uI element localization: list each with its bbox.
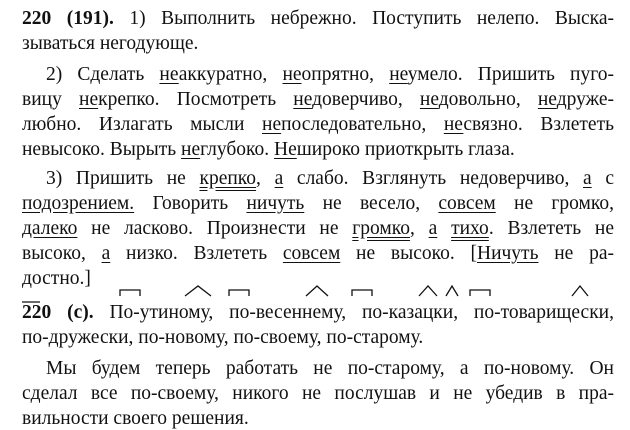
ex220c-line-3 (22, 358, 614, 380)
ex220-line-2 (22, 33, 198, 55)
ex220-line-1 (22, 8, 614, 30)
ex220-p3-line-3 (22, 218, 614, 240)
prefix-ne: не (389, 64, 408, 85)
underlined-word: крепко (199, 168, 257, 189)
prefix-ne: не (293, 89, 313, 110)
ex220-p2-text: опрятно, (301, 64, 390, 85)
suffix-mark (185, 286, 211, 296)
ex220-p2-text: связно. Взлететь (463, 114, 614, 135)
underlined-word: а (101, 243, 111, 264)
ex220-p3-text: не громко, (495, 193, 614, 214)
ex220-p2-text: вицу (22, 89, 80, 110)
ex220-p3-text: низко. Взлететь (110, 243, 283, 264)
ex220-p3-text: , (410, 218, 429, 239)
underlined-word: а (583, 168, 592, 189)
prefix-ne: не (159, 64, 179, 85)
ex220-p2-text: доверчиво, (312, 89, 420, 110)
ex220c-text-1: По-утиному, по-весеннему, по-казацки, по-товарищески, (93, 302, 614, 323)
ex220-p2-line-3 (22, 114, 614, 136)
ex220-p3-text: достно.] (22, 268, 91, 289)
suffix-mark (419, 286, 437, 296)
ex220c-text-5: вильности своего решения. (22, 408, 249, 429)
underlined-word: совсем (282, 243, 341, 264)
ex220-p3-text: с (591, 168, 614, 189)
prefix-ne: не (79, 89, 99, 110)
prefix-ne: не (282, 64, 302, 85)
underlined-word: совсем (438, 193, 496, 214)
underlined-word: громко (352, 218, 410, 239)
ex220-p3-text: высоко, (22, 243, 102, 264)
ex220-p2-text: умело. Пришить пуго- (407, 64, 614, 85)
prefix-ne: не (181, 139, 201, 160)
ex220c-line-2 (22, 327, 423, 349)
ex220-p3-text: не весело, (304, 193, 439, 214)
ex220-p2-text: широко приоткрыть глаза. (296, 139, 515, 160)
ex220c-text-2: по-дружески, по-новому, по-своему, по-старому. (22, 327, 424, 348)
ex220-p3-text: не ра- (538, 243, 614, 264)
ex220-p3-text: , (256, 168, 275, 189)
ex220-p2-text: друже- (556, 89, 614, 110)
prefix-ne: не (419, 89, 439, 110)
ex220-p2-text: довольно, (438, 89, 538, 110)
underlined-word: Ничуть (476, 243, 539, 264)
ex220-p2-line-4 (22, 139, 515, 161)
underlined-word: а (428, 218, 438, 239)
prefix-ne: не (262, 114, 282, 135)
ex220c-line-1 (22, 302, 614, 324)
ex220-p2-text: аккуратно, (178, 64, 283, 85)
prefix-mark (229, 290, 249, 296)
ex220-p2-text: глубоко. (200, 139, 275, 160)
ex220-p3-text: Говорить (134, 193, 247, 214)
prefix-ne: не (443, 114, 464, 135)
ex220-p3-line-1 (22, 168, 614, 190)
ex220-p3-line-4 (22, 243, 614, 265)
ex220-p3-line-2 (22, 193, 614, 215)
ex220c-text-4: сделал все по-своему, никого не послушав и не убедив в пра- (22, 383, 614, 404)
prefix-mark (470, 290, 490, 296)
ex220c-text-3: Мы будем теперь работать не по-старому, а по-новому. Он (46, 358, 614, 379)
ex220-p3-text: не ласково. Произнести не (77, 218, 353, 239)
ex220-p2-text: последовательно, (281, 114, 444, 135)
ex220-p3-text: не высоко. [ (340, 243, 477, 264)
prefix-mark (352, 290, 372, 296)
underlined-word: ничуть (246, 193, 305, 214)
underlined-word: далеко (22, 218, 78, 239)
ex220-p2-text: 2) Сделать (46, 64, 160, 85)
suffix-mark (446, 286, 458, 296)
suffix-mark (306, 286, 328, 296)
ex220c-label: 220 (с). (22, 302, 94, 323)
prefix-mark (120, 290, 140, 296)
underlined-word: тихо (451, 218, 489, 239)
ex220-p2-text: невысоко. Вырыть (22, 139, 182, 160)
ex220c-line-4 (22, 383, 614, 405)
suffix-mark (572, 286, 588, 296)
ex220-p1-text-1: 1) Выполнить небрежно. Поступить нелепо. Выска- (113, 8, 614, 29)
underlined-word: а (274, 168, 284, 189)
ex220-p2-line-1 (22, 64, 614, 86)
ex220-p3-text (437, 218, 451, 239)
ex220-p3-text: слабо. Взглянуть недоверчиво, (283, 168, 584, 189)
ex220-p3-text: 3) Пришить не (46, 168, 200, 189)
ex220-label: 220 (191). (22, 8, 114, 29)
ex220-p3-line-5 (22, 268, 91, 290)
ex220-p2-text: крепко. Посмотреть (98, 89, 294, 110)
ex220-p2-text: любно. Излагать мысли (22, 114, 263, 135)
ex220-p1-text-2: зываться негодующе. (22, 33, 199, 54)
ex220-p3-text: . Взлететь не (488, 218, 615, 239)
ex220-p2-line-2 (22, 89, 614, 111)
prefix-ne: не (537, 89, 557, 110)
underlined-word: подозрением. (22, 193, 135, 214)
prefix-ne: Не (274, 139, 297, 160)
